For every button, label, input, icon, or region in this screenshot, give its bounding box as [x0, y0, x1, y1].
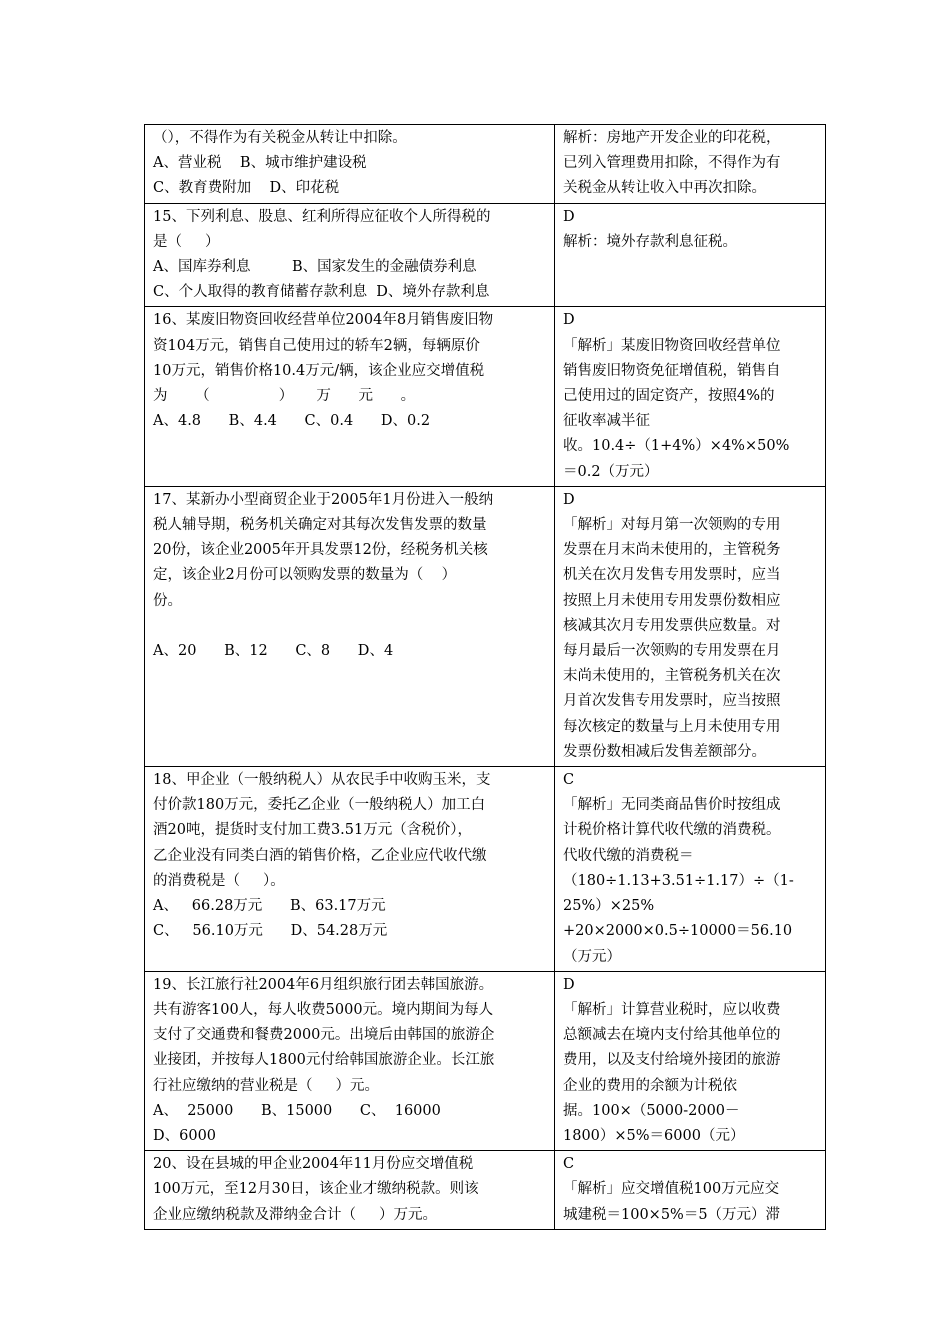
- question-line: 20、设在县城的甲企业2004年11月份应交增值税: [153, 1156, 474, 1173]
- question-cell: [145, 486, 555, 766]
- question-line: 18、甲企业（一般纳税人）从农民手中收购玉米，支: [153, 772, 491, 789]
- question-table-container: [144, 124, 825, 1230]
- table-row: [145, 203, 826, 307]
- answer-cell: [555, 971, 826, 1150]
- question-line: 乙企业没有同类白酒的销售价格，乙企业应代收代缴: [153, 847, 487, 864]
- table-row: [145, 767, 826, 972]
- answer-line: 按照上月未使用专用发票份数相应: [563, 592, 781, 609]
- question-line: A、国库券利息 B、国家发生的金融债券利息: [153, 259, 477, 276]
- table-row: [145, 486, 826, 766]
- question-cell: [145, 125, 555, 204]
- answer-line: D: [563, 976, 575, 993]
- answer-line: +20×2000×0.5÷10000＝56.10: [563, 923, 793, 940]
- answer-line: D: [563, 208, 575, 225]
- question-line: 业接团，并按每人1800元付给韩国旅游企业。长江旅: [153, 1052, 495, 1069]
- question-cell: [145, 767, 555, 972]
- answer-line: 企业的费用的余额为计税依: [563, 1077, 737, 1094]
- question-line: 15、下列利息、股息、红利所得应征收个人所得税的: [153, 208, 491, 225]
- answer-cell: [555, 767, 826, 972]
- answer-line: 收。10.4÷（1+4%）×4%×50%: [563, 438, 790, 455]
- answer-line: 己使用过的固定资产，按照4%的: [563, 388, 775, 405]
- answer-line: 末尚未使用的，主管税务机关在次: [563, 668, 781, 685]
- question-line: 10万元，销售价格10.4万元/辆，该企业应交增值税: [153, 362, 485, 379]
- table-row: [145, 307, 826, 486]
- question-line: 16、某废旧物资回收经营单位2004年8月销售废旧物: [153, 312, 494, 329]
- question-line: 17、某新办小型商贸企业于2005年1月份进入一般纳: [153, 491, 494, 508]
- question-line: 为 （ ） 万 元 。: [153, 388, 416, 405]
- table-row: [145, 1151, 826, 1230]
- answer-line: 「解析」某废旧物资回收经营单位: [563, 337, 781, 354]
- answer-line: 费用，以及支付给境外接团的旅游: [563, 1052, 781, 1069]
- question-line: A、营业税 B、城市维护建设税: [153, 155, 367, 172]
- table-row: [145, 125, 826, 204]
- question-line: A、 25000 B、15000 C、 16000: [153, 1102, 441, 1119]
- question-line: D、6000: [153, 1127, 217, 1144]
- question-line: 是（ ）: [153, 233, 220, 250]
- answer-line: 「解析」对每月第一次领购的专用: [563, 517, 781, 534]
- answer-line: [563, 255, 819, 280]
- answer-line: 已列入管理费用扣除，不得作为有: [563, 155, 781, 172]
- answer-line: 城建税＝100×5%＝5（万元）滞: [563, 1206, 781, 1223]
- question-line: 支付了交通费和餐费2000元。出境后由韩国的旅游企: [153, 1027, 495, 1044]
- question-line: 19、长江旅行社2004年6月组织旅行团去韩国旅游。: [153, 976, 494, 993]
- answer-line: C: [563, 772, 575, 789]
- answer-line: [563, 280, 819, 305]
- answer-line: 25%）×25%: [563, 898, 655, 915]
- answer-line: 计税价格计算代收代缴的消费税。: [563, 822, 781, 839]
- answer-line: 机关在次月发售专用发票时，应当: [563, 567, 781, 584]
- answer-line: 关税金从转让收入中再次扣除。: [563, 180, 766, 197]
- answer-line: 发票在月末尚未使用的，主管税务: [563, 542, 781, 559]
- question-line: C、教育费附加 D、印花税: [153, 180, 340, 197]
- answer-line: （180÷1.13+3.51÷1.17）÷（1-: [563, 872, 794, 889]
- question-line: 的消费税是（ ）。: [153, 872, 285, 889]
- table-row: [145, 971, 826, 1150]
- question-line: 20份，该企业2005年开具发票12份，经税务机关核: [153, 542, 488, 559]
- answer-cell: [555, 203, 826, 307]
- answer-line: 每次核定的数量与上月未使用专用: [563, 718, 781, 735]
- answer-line: 据。100×（5000-2000－: [563, 1102, 740, 1119]
- question-line: 资104万元，销售自己使用过的轿车2辆，每辆原价: [153, 337, 480, 354]
- answer-line: 月首次发售专用发票时，应当按照: [563, 693, 781, 710]
- question-line: 付价款180万元，委托乙企业（一般纳税人）加工白: [153, 797, 486, 814]
- answer-line: 解析：境外存款利息征税。: [563, 233, 737, 250]
- question-line: A、4.8 B、4.4 C、0.4 D、0.2: [153, 413, 431, 430]
- answer-line: 解析：房地产开发企业的印花税，: [563, 130, 781, 146]
- question-line: （），不得作为有关税金从转让中扣除。: [153, 130, 407, 146]
- question-cell: [145, 1151, 555, 1230]
- answer-line: ＝0.2（万元）: [563, 463, 659, 480]
- question-line: 税人辅导期，税务机关确定对其每次发售发票的数量: [153, 517, 487, 534]
- question-line: 行社应缴纳的营业税是（ ）元。: [153, 1077, 380, 1094]
- question-line: 企业应缴纳税款及滞纳金合计（ ）万元。: [153, 1206, 438, 1223]
- answer-line: 销售废旧物资免征增值税，销售自: [563, 362, 781, 379]
- answer-line: 征收率减半征: [563, 413, 650, 430]
- question-cell: [145, 307, 555, 486]
- question-cell: [145, 203, 555, 307]
- question-line: A、 66.28万元 B、63.17万元: [153, 898, 386, 915]
- answer-line: 「解析」无同类商品售价时按组成: [563, 797, 781, 814]
- question-line: 份。: [153, 592, 182, 609]
- answer-line: （万元）: [563, 948, 621, 965]
- answer-line: 总额减去在境内支付给其他单位的: [563, 1027, 781, 1044]
- question-line: [153, 614, 548, 639]
- question-line: 酒20吨，提货时支付加工费3.51万元（含税价），: [153, 822, 472, 839]
- question-cell: [145, 971, 555, 1150]
- answer-line: D: [563, 491, 575, 508]
- answer-line: C: [563, 1156, 575, 1173]
- answer-cell: [555, 1151, 826, 1230]
- question-line: C、 56.10万元 D、54.28万元: [153, 923, 388, 940]
- answer-line: 发票份数相减后发售差额部分。: [563, 743, 766, 760]
- question-line: 共有游客100人，每人收费5000元。境内期间为每人: [153, 1001, 494, 1018]
- answer-line: 「解析」计算营业税时，应以收费: [563, 1001, 781, 1018]
- question-line: A、20 B、12 C、8 D、4: [153, 643, 394, 660]
- answer-cell: [555, 125, 826, 204]
- question-line: 100万元，至12月30日，该企业才缴纳税款。则该: [153, 1181, 479, 1198]
- answer-line: 1800）×5%＝6000（元）: [563, 1127, 745, 1144]
- answer-cell: [555, 486, 826, 766]
- question-line: 定，该企业2月份可以领购发票的数量为（ ）: [153, 567, 457, 584]
- answer-line: 代收代缴的消费税＝: [563, 847, 694, 864]
- answer-line: 每月最后一次领购的专用发票在月: [563, 643, 781, 660]
- question-table: [144, 124, 826, 1230]
- answer-line: 核减其次月专用发票供应数量。对: [563, 617, 781, 634]
- answer-line: 「解析」应交增值税100万元应交: [563, 1181, 780, 1198]
- question-line: C、个人取得的教育储蓄存款利息 D、境外存款利息: [153, 284, 490, 301]
- answer-cell: [555, 307, 826, 486]
- answer-line: D: [563, 312, 575, 329]
